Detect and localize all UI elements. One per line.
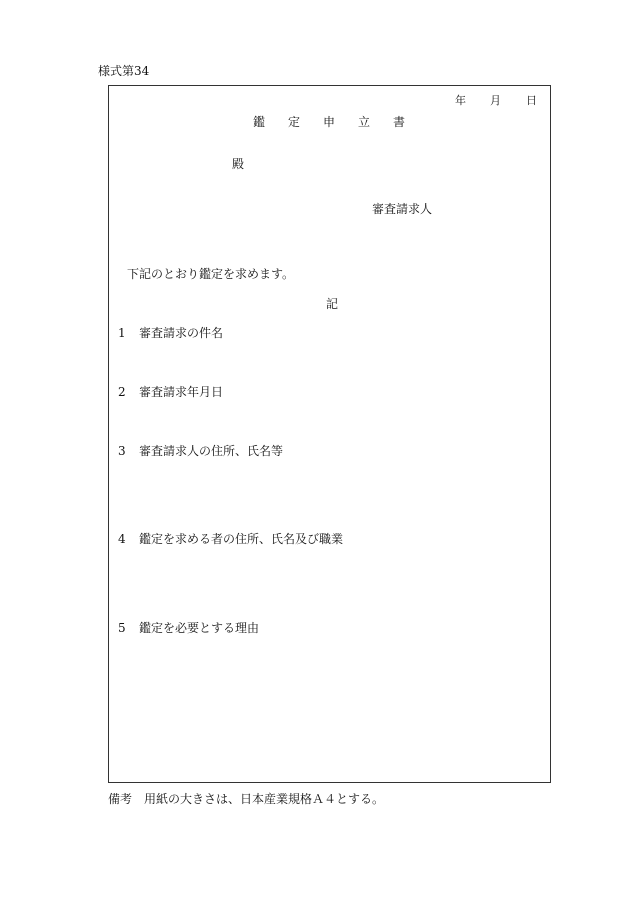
document-title	[253, 116, 428, 128]
item-number: 5	[118, 621, 126, 635]
intro-text: 下記のとおり鑑定を求めます。	[127, 267, 295, 281]
item-appraisal-reason	[118, 622, 259, 634]
date-day-label: 日	[526, 94, 537, 107]
title-char: 定	[288, 115, 301, 129]
item-requester-address	[118, 445, 283, 457]
requester-label: 審査請求人	[372, 202, 433, 216]
item-request-date	[118, 386, 223, 398]
title-char: 書	[393, 115, 406, 129]
item-number: 4	[118, 532, 126, 546]
item-label: 鑑定を求める者の住所、氏名及び職業	[139, 532, 344, 546]
item-label: 審査請求人の住所、氏名等	[139, 444, 284, 458]
item-label: 審査請求年月日	[139, 385, 224, 399]
title-char: 申	[323, 115, 336, 129]
ki-heading: 記	[326, 297, 339, 311]
date-year-label: 年	[455, 94, 466, 107]
item-appraiser-info	[118, 533, 343, 545]
item-number: 3	[118, 444, 126, 458]
form-number-label: 様式第34	[98, 64, 150, 78]
item-case-name	[118, 327, 223, 339]
item-label: 審査請求の件名	[139, 326, 224, 340]
item-number: 2	[118, 385, 126, 399]
form-frame	[108, 85, 551, 783]
addressee-suffix: 殿	[232, 157, 245, 171]
item-label: 鑑定を必要とする理由	[139, 621, 260, 635]
item-number: 1	[118, 326, 126, 340]
title-char: 鑑	[253, 115, 266, 129]
remark-note: 備考 用紙の大きさは、日本産業規格Ａ４とする。	[108, 792, 385, 806]
date-month-label: 月	[490, 94, 501, 107]
title-char: 立	[358, 115, 371, 129]
